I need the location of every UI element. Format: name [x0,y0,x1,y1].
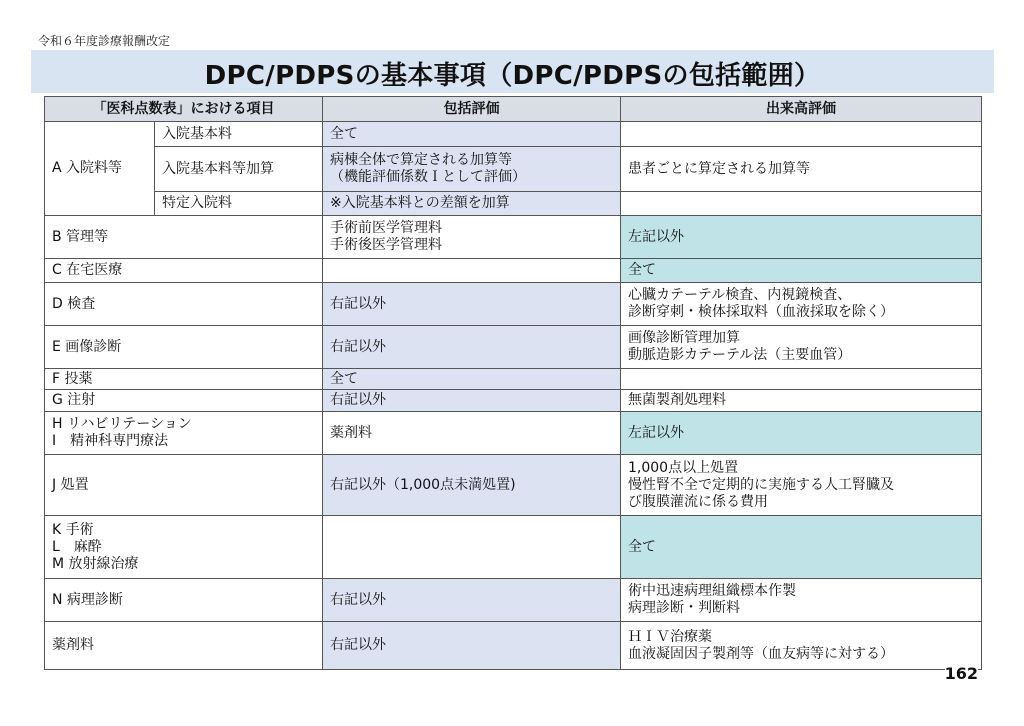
table-row [45,192,982,216]
fee-for-service-cell [621,192,982,216]
inclusive-cell: 全て [323,369,621,390]
inclusive-cell: 薬剤料 [323,412,621,455]
cell-line: K 手術 [52,521,94,538]
row-item: F 投薬 [45,369,323,390]
table-row [45,390,982,412]
fee-for-service-cell [621,579,982,622]
row-item-a: A 入院料等 [45,122,155,216]
table-row [45,369,982,390]
cell-line: 診断穿刺・検体採取料（血液採取を除く） [628,304,894,320]
row-item: E 画像診断 [45,326,323,369]
cell-line: 病棟全体で算定される加算等 [330,152,512,168]
inclusive-cell [323,259,621,283]
cell-line: 術中迅速病理組織標本作製 [628,583,796,599]
fee-for-service-cell [621,122,982,147]
cell-line: H リハビリテーション [52,416,192,432]
row-item: J 処置 [45,455,323,516]
cell-line: （機能評価係数Ｉとして評価） [330,169,526,185]
inclusive-cell: 右記以外 [323,390,621,412]
cell-line: 心臓カテーテル検査、内視鏡検査、 [628,287,852,303]
cell-line: 慢性腎不全で定期的に実施する人工腎臓及 [628,476,894,493]
inclusive-cell: 右記以外 [323,326,621,369]
cell-line: 手術後医学管理料 [330,237,442,253]
cell-line: び腹膜灌流に係る費用 [628,493,768,510]
cell-line: 動脈造影カテーテル法（主要血管） [628,347,852,363]
table-row [45,216,982,259]
title-band [31,50,994,93]
row-item: D 検査 [45,283,323,326]
scope-table [44,96,982,670]
fee-for-service-cell [621,326,982,369]
row-subitem: 入院基本料 [155,122,323,147]
inclusive-cell: ※入院基本料との差額を加算 [323,192,621,216]
table-row [45,122,982,147]
fee-for-service-cell: 左記以外 [621,412,982,455]
row-subitem: 特定入院料 [155,192,323,216]
table-row [45,412,982,455]
inclusive-cell [323,516,621,579]
cell-line: 血液凝固因子製剤等（血友病等に対する） [628,645,894,662]
row-item: N 病理診断 [45,579,323,622]
inclusive-cell [323,147,621,192]
column-header-item: 「医科点数表」における項目 [45,97,323,122]
subtitle: 令和６年度診療報酬改定 [38,34,171,48]
row-item: C 在宅医療 [45,259,323,283]
fee-for-service-cell [621,455,982,516]
fee-for-service-cell: 全て [621,259,982,283]
inclusive-cell: 全て [323,122,621,147]
fee-for-service-cell: 全て [621,516,982,579]
page-title: DPC/PDPSの基本事項（DPC/PDPSの包括範囲） [204,61,821,91]
cell-line: L 麻酔 [52,538,102,555]
page-number: 162 [944,664,978,683]
table-row [45,455,982,516]
fee-for-service-cell: 無菌製剤処理料 [621,390,982,412]
row-item: 薬剤料 [45,622,323,670]
fee-for-service-cell: 左記以外 [621,216,982,259]
table-row [45,326,982,369]
cell-line: M 放射線治療 [52,555,139,572]
table-row [45,579,982,622]
cell-line: 1,000点以上処置 [628,459,739,476]
inclusive-cell: 右記以外（1,000点未満処置) [323,455,621,516]
row-item: G 注射 [45,390,323,412]
cell-line: 病理診断・判断料 [628,600,740,616]
inclusive-cell [323,216,621,259]
row-item [45,412,323,455]
table-row [45,147,982,192]
fee-for-service-cell: 患者ごとに算定される加算等 [621,147,982,192]
fee-for-service-cell [621,369,982,390]
fee-for-service-cell [621,622,982,670]
table-row [45,622,982,670]
cell-line: ＨＩＶ治療薬 [628,628,712,645]
cell-line: 画像診断管理加算 [628,330,740,346]
table-row [45,516,982,579]
inclusive-cell: 右記以外 [323,622,621,670]
row-item: B 管理等 [45,216,323,259]
cell-line: 手術前医学管理料 [330,220,442,236]
table-row [45,259,982,283]
cell-line: I 精神科専門療法 [52,433,169,449]
column-header-inclusive: 包括評価 [323,97,621,122]
fee-for-service-cell [621,283,982,326]
column-header-fee-for-service: 出来高評価 [621,97,982,122]
table-row [45,283,982,326]
table-header-row [45,97,982,122]
row-item [45,516,323,579]
inclusive-cell: 右記以外 [323,283,621,326]
inclusive-cell: 右記以外 [323,579,621,622]
row-subitem: 入院基本料等加算 [155,147,323,192]
